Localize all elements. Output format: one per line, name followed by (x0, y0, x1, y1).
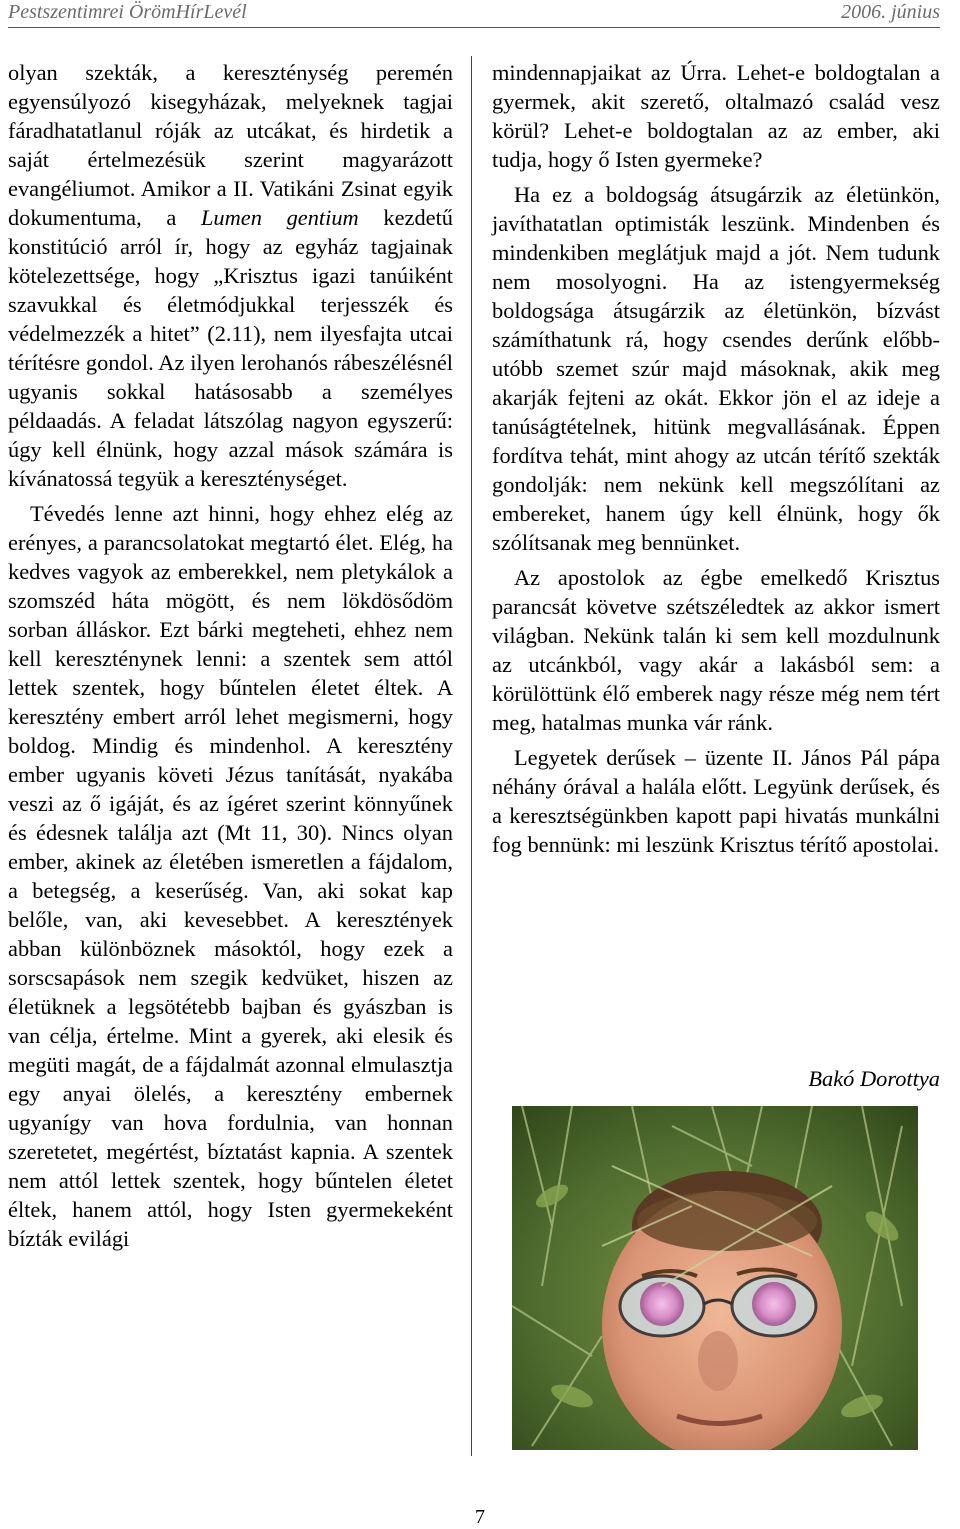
right-paragraph-1: mindennapjaikat az Úrra. Lehet-e boldogtalan a gyermek, akit szerető, oltalmazó család vesz körül? Lehet-e boldogtalan az az ember, aki tudja, hogy ő Isten gyermeke? (492, 60, 940, 172)
author-signature: Bakó Dorottya (808, 1066, 940, 1091)
document-title-italic: Lumen gentium (200, 205, 359, 230)
right-paragraph-2: Ha ez a boldogság átsugárzik az életünkön, javíthatatlan optimisták leszünk. Mindenben és mindenkiben meglátjuk majd a jót. Nem tudunk nem mosolyogni. Ha az istengyermekség boldogsága átsugárzik az életünkön, bízvást számíthatunk rá, hogy csendes derűnk előbb-utóbb szemet szúr majd másoknak, akik meg akarják fejteni az okát. Ekkor jön el az ideje a tanúságtételnek, hitünk megvallásának. Éppen fordítva tehát, mint ahogy az utcán térítő szekták gondolják: nem nekünk kell megszólítani az embereket, hanem úgy kell élnünk, hogy ők szólítsanak meg bennünket. (492, 182, 940, 555)
newsletter-title: Pestszentimrei ÖrömHírLevél (8, 1, 247, 23)
right-paragraph-4: Legyetek derűsek – üzente II. János Pál pápa néhány órával a halála előtt. Legyünk derűsek, és a keresztségünkben kapott papi hivatás munkálni fog bennünk: mi leszünk Krisztus térítő apostolai. (492, 745, 940, 857)
right-paragraph-3: Az apostolok az égbe emelkedő Krisztus parancsát követve szétszéledtek az akkor ismert világban. Nekünk talán ki sem kell mozdulnunk az utcánkból, vagy akár a lakásból sem: a körülöttünk élő emberek nagy része még nem tért meg, hatalmas munka vár ránk. (492, 565, 940, 735)
left-paragraph-1 (8, 58, 453, 493)
issue-date: 2006. június (841, 1, 940, 23)
column-divider (471, 56, 472, 1456)
photo-man-in-grass (512, 1106, 918, 1450)
running-header (8, 0, 940, 28)
photo-man-lying-in-grass-with-clover-glasses-icon (512, 1106, 918, 1450)
page-number: 7 (475, 1506, 485, 1528)
left-paragraph-1-part-b: kezdetű konstitúció arról ír, hogy az egyház tagjainak kötelezettsége, hogy „Krisztus igazi tanúiként szavukkal és életmódjukkal terjesszék és védelmezzék a hitet” (2.11), nem ilyesfajta utcai térítésre gondol. Az ilyen lerohanós rábeszélésnél ugyanis sokkal hatásosabb a személyes példaadás. A feladat látszólag nagyon egyszerű: úgy kell élnünk, hogy azzal mások számára is kívánatossá tegyük a kereszténységet. (8, 205, 453, 491)
left-column (8, 58, 453, 1259)
right-column (492, 58, 940, 865)
left-paragraph-1-part-a: olyan szekták, a kereszténység peremén egyensúlyozó kisegyházak, melyeknek tagjai fáradhatatlanul róják az utcákat, és hirdetik a saját értelmezésük szerint magyarázott evangéliumot. Amikor a II. Vatikáni Zsinat egyik dokumentuma, a (8, 60, 453, 230)
left-paragraph-2: Tévedés lenne azt hinni, hogy ehhez elég az erényes, a parancsolatokat megtartó élet. Elég, ha kedves vagyok az emberekkel, nem pletykálok a szomszéd háta mögött, és nem lökdösődöm sorban álláskor. Ezt bárki megteheti, ehhez nem kell kereszténynek lenni: a szentek sem attól lettek szentek, hogy bűntelen életet éltek. A keresztény embert arról lehet megismerni, hogy boldog. Mindig és mindenhol. A keresztény ember ugyanis követi Jézus tanítását, nyakába veszi az ő igáját, és az ígéret szerint könnyűnek és édesnek találja azt (Mt 11, 30). Nincs olyan ember, akinek az életében ismeretlen a fájdalom, a betegség, a keserűség. Van, aki sokat kap belőle, van, aki kevesebbet. A keresztények abban különböznek másoktól, hogy ezek a sorscsapások nem szegik kedvüket, hiszen az életüknek a legsötétebb bajban és gyászban is van célja, értelme. Mint a gyerek, aki elesik és megüti magát, de a fájdalmát azonnal elmulasztja egy anyai ölelés, a keresztény embernek ugyanígy van hova fordulnia, van honnan szeretetet, megértést, bíztatást kapnia. A szentek nem attól lettek szentek, hogy bűntelen életet éltek, hanem attól, hogy Isten gyermekeként bízták evilági (8, 501, 453, 1251)
